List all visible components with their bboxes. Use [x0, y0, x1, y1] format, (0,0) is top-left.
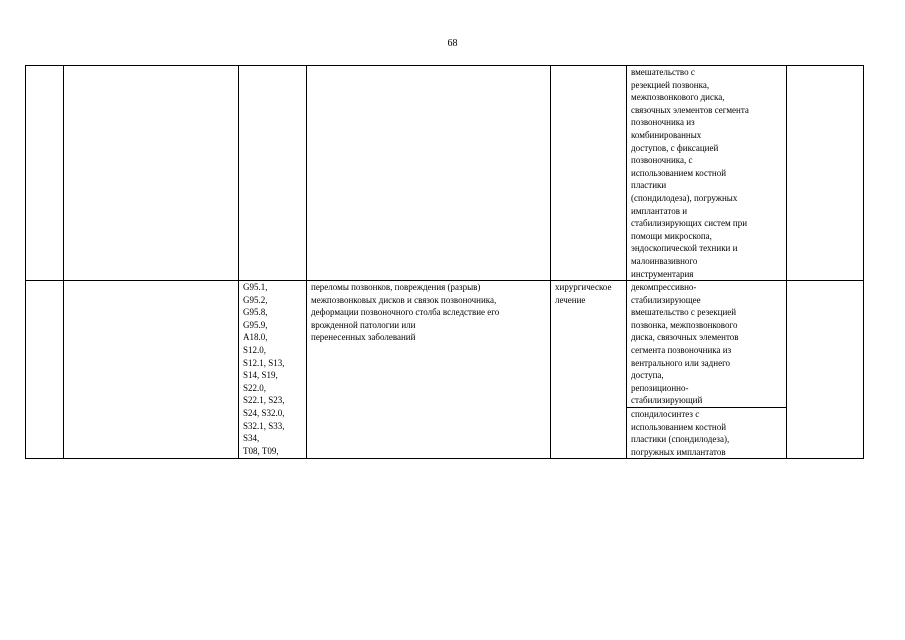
method-text-line: помощи микроскопа,: [631, 230, 712, 241]
method-text-line: инструментария: [631, 268, 694, 279]
method-text-line: (спондилодеза), погружных: [631, 192, 738, 203]
cell-norm: [787, 66, 864, 281]
code-text-line: S22.0,: [243, 382, 267, 393]
diagnosis-text-line: переломы позвонков, повреждения (разрыв): [311, 282, 481, 293]
method-text-line: репозиционно-: [631, 382, 689, 393]
code-text-line: A18.0,: [243, 332, 268, 343]
code-text-line: G95.8,: [243, 307, 268, 318]
cell-method: [627, 66, 787, 281]
method-text-line: погружных имплантатов: [631, 446, 726, 457]
method-text-line: использованием костной: [631, 421, 727, 432]
method-text-line: спондилосинтез с: [631, 409, 700, 420]
method-text-line: вмешательство с: [631, 67, 695, 77]
code-text-line: G95.2,: [243, 294, 268, 305]
method-text-line: имплантатов и: [631, 205, 688, 216]
table-row: [26, 281, 864, 459]
diagnosis-text-line: врожденной патологии или: [311, 319, 416, 330]
code-text-line: G95.1,: [243, 282, 268, 293]
method-part-1: [627, 281, 786, 408]
method-text-line: стабилизирующий: [631, 395, 703, 406]
code-text-line: T08, T09,: [243, 445, 279, 456]
method-text-line: позвоночника из: [631, 117, 695, 128]
table-row-continued: [26, 66, 864, 281]
method-text-line: резекцией позвонка,: [631, 79, 710, 90]
cell-index: [26, 281, 64, 459]
method-text-line: вмешательство с резекцией: [631, 307, 737, 318]
method-text-line: комбинированных: [631, 129, 702, 140]
treatment-text-line: лечение: [555, 294, 586, 305]
diagnosis-text-line: перенесенных заболеваний: [311, 332, 416, 343]
method-text-line: декомпрессивно-: [631, 282, 697, 293]
method-text-line: межпозвонкового диска,: [631, 92, 725, 103]
cell-norm: [787, 281, 864, 459]
method-text-line: доступов, с фиксацией: [631, 142, 719, 153]
method-text-line: диска, связочных элементов: [631, 332, 739, 343]
code-text-line: S24, S32.0,: [243, 408, 285, 419]
cell-diagnosis: [307, 281, 551, 459]
code-text-line: S12.1, S13,: [243, 357, 285, 368]
cell-treatment: [551, 66, 627, 281]
method-text-line: сегмента позвоночника из: [631, 345, 732, 356]
diagnosis-text-line: межпозвонковых дисков и связок позвоночника,: [311, 294, 497, 305]
page-number: 68: [447, 38, 458, 49]
method-text-line: малоинвазивного: [631, 255, 698, 266]
code-text-line: S22.1, S23,: [243, 395, 285, 406]
diagnosis-text-line: деформации позвоночного столба вследствие его: [311, 307, 500, 318]
cell-method-split: [627, 281, 787, 459]
treatment-text-line: хирургическое: [555, 282, 612, 293]
code-text-line: S32.1, S33,: [243, 420, 285, 431]
code-text-line: S12.0,: [243, 345, 267, 356]
method-text-line: позвоночника, с: [631, 155, 693, 166]
method-text-line: пластики: [631, 180, 667, 191]
cell-profile: [64, 281, 239, 459]
cell-codes: [239, 281, 307, 459]
method-text-line: использованием костной: [631, 167, 727, 178]
code-text-line: G95.9,: [243, 319, 268, 330]
method-text-line: доступа,: [631, 370, 664, 381]
cell-codes: [239, 66, 307, 281]
method-text-line: пластики (спондилодеза),: [631, 434, 730, 445]
method-text-line: вентрального или заднего: [631, 357, 731, 368]
code-text-line: S34,: [243, 433, 260, 444]
method-text-line: эндоскопической техники и: [631, 243, 738, 254]
method-text-line: стабилизирующее: [631, 294, 701, 305]
code-text-line: S14, S19,: [243, 370, 278, 381]
method-text-line: позвонка, межпозвонкового: [631, 319, 738, 330]
method-text-line: связочных элементов сегмента: [631, 104, 749, 115]
method-text-line: стабилизирующих систем при: [631, 218, 748, 229]
cell-index: [26, 66, 64, 281]
cell-diagnosis: [307, 66, 551, 281]
cell-treatment: [551, 281, 627, 459]
method-part-2: [627, 408, 786, 458]
medical-care-table: [25, 65, 864, 459]
cell-profile: [64, 66, 239, 281]
